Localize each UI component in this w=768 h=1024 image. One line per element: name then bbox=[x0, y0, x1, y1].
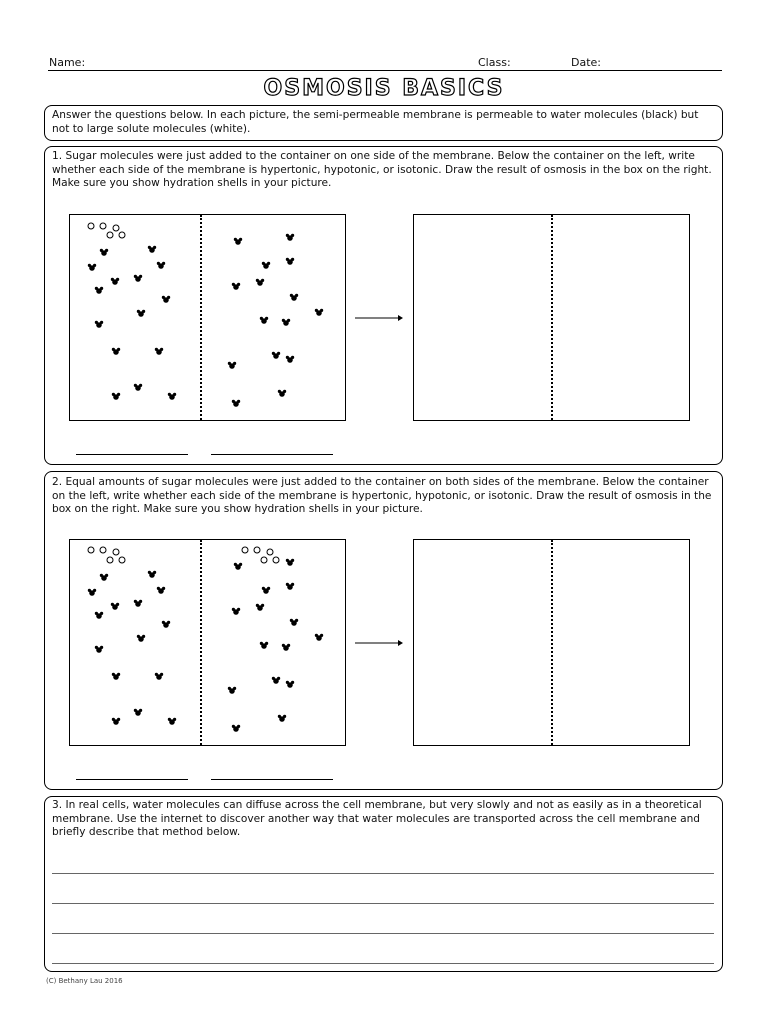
q3-answer-line-3[interactable] bbox=[52, 933, 714, 934]
q3-answer-line-4[interactable] bbox=[52, 963, 714, 964]
q2-right-side-answer-line[interactable] bbox=[211, 779, 333, 780]
q3-answer-line-1[interactable] bbox=[52, 873, 714, 874]
q2-arrow-icon bbox=[354, 638, 404, 648]
name-field[interactable] bbox=[48, 70, 722, 71]
page-title: OSMOSIS BASICS bbox=[263, 76, 505, 101]
q1-arrow-icon bbox=[354, 313, 404, 323]
q1-start-membrane bbox=[200, 215, 202, 420]
q2-start-membrane bbox=[200, 540, 202, 745]
name-label: Name: bbox=[49, 56, 86, 69]
q1-left-side-answer-line[interactable] bbox=[76, 454, 188, 455]
date-label: Date: bbox=[571, 56, 601, 69]
q2-start-container bbox=[69, 539, 346, 746]
q2-result-drawing-box[interactable] bbox=[413, 539, 690, 746]
copyright-footer: (C) Bethany Lau 2016 bbox=[46, 977, 123, 985]
q1-start-container bbox=[69, 214, 346, 421]
question-3-text: 3. In real cells, water molecules can diffuse across the cell membrane, but very slowly and not as easily as in a theoretical membrane. Use the internet to discover another way that water molecules are transported across the cell membrane and briefly describe that method below. bbox=[52, 799, 702, 838]
question-1-text: 1. Sugar molecules were just added to the container on one side of the membrane. Below the container on the left, write whether each side of the membrane is hypertonic, hypotonic, or isotonic. Draw the result of osmosis in the box on the right. Make sure you show hydration shells in your picture. bbox=[52, 150, 712, 189]
q2-left-side-answer-line[interactable] bbox=[76, 779, 188, 780]
q1-result-drawing-box[interactable] bbox=[413, 214, 690, 421]
q1-right-side-answer-line[interactable] bbox=[211, 454, 333, 455]
q1-result-membrane bbox=[551, 215, 553, 420]
class-label: Class: bbox=[478, 56, 511, 69]
q3-answer-line-2[interactable] bbox=[52, 903, 714, 904]
instructions-text: Answer the questions below. In each picture, the semi-permeable membrane is permeable to water molecules (black) but not to large solute molecules (white). bbox=[52, 109, 699, 135]
q2-result-membrane bbox=[551, 540, 553, 745]
question-2-text: 2. Equal amounts of sugar molecules were just added to the container on both sides of the membrane. Below the container on the left, write whether each side of the membrane is hypertonic, hypotonic, or isotonic. Draw the result of osmosis in the box on the right. Make sure you show hydration shells in your picture. bbox=[52, 476, 712, 515]
